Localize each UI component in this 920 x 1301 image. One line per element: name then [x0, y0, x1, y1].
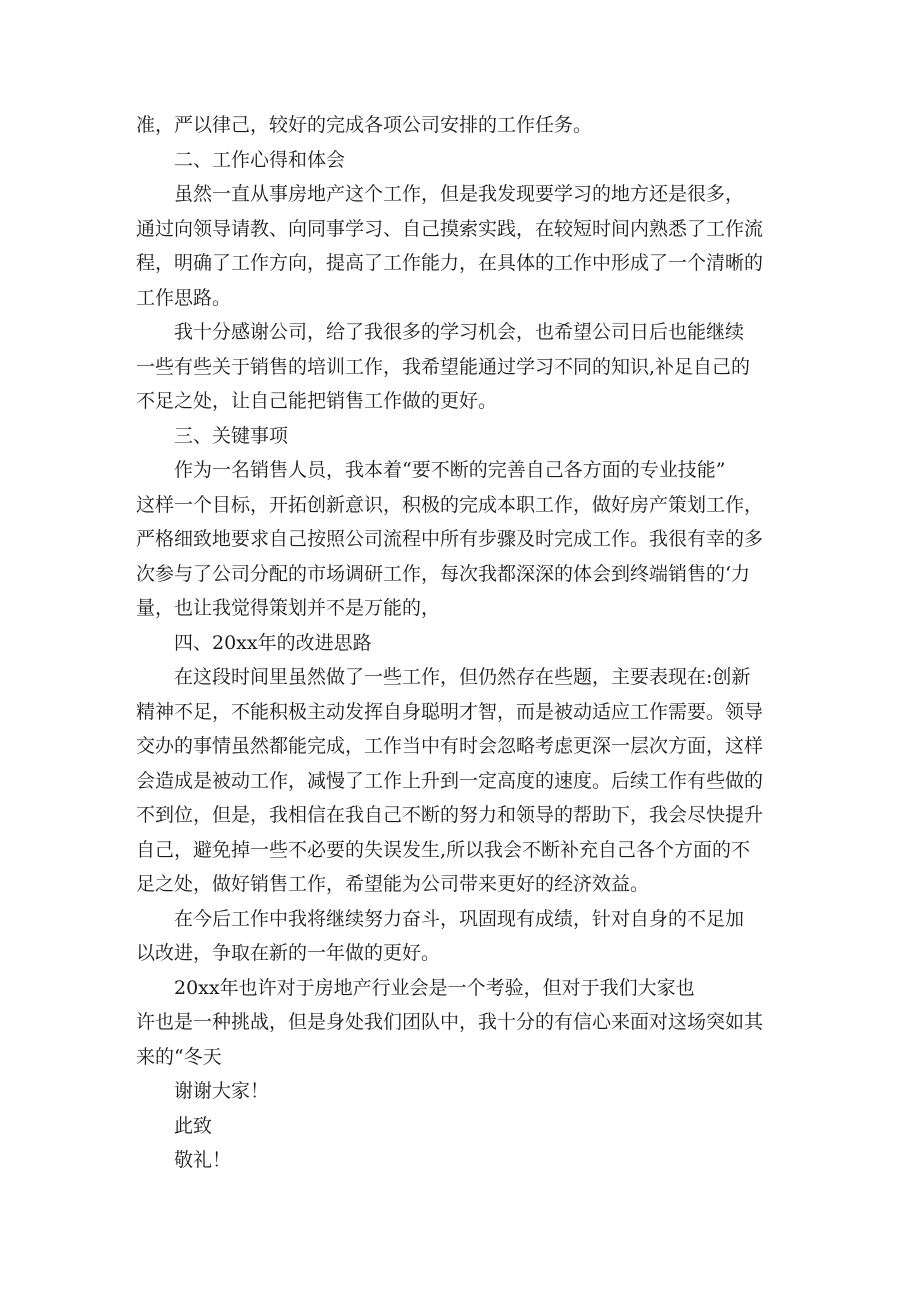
body-line: 许也是一种挑战，但是身处我们团队中，我十分的有信心来面对这场突如其 — [136, 1011, 764, 1033]
body-line: 足之处，做好销售工作，希望能为公司带来更好的经济效益。 — [136, 873, 650, 895]
body-line: 在这段时间里虽然做了一些工作，但仍然存在些题，主要表现在:创新 — [174, 666, 751, 688]
body-line: 不足之处，让自己能把销售工作做的更好。 — [136, 390, 498, 412]
body-line: 严格细致地要求自己按照公司流程中所有步骤及时完成工作。我很有幸的多 — [136, 528, 764, 550]
body-line: 精神不足，不能积极主动发挥自身聪明才智，而是被动适应工作需要。领导 — [136, 700, 764, 723]
body-line: 我十分感谢公司，给了我很多的学习机会，也希望公司日后也能继续 — [174, 321, 745, 343]
body-line: 这样一个目标，开拓创新意识，积极的完成本职工作，做好房产策划工作， — [136, 493, 764, 516]
closing-thanks: 谢谢大家！ — [174, 1080, 270, 1102]
body-line: 作为一名销售人员，我本着“要不断的完善自己各方面的专业技能” — [174, 459, 726, 481]
body-line: 准，严以律己，较好的完成各项公司安排的工作任务。 — [136, 114, 593, 136]
body-line: 自己，避免掉一些不必要的失误发生,所以我会不断补充自己各个方面的不 — [136, 838, 751, 861]
body-line: 次参与了公司分配的市场调研工作，每次我都深深的体会到终端销售的‘力 — [136, 562, 751, 585]
body-line: 20xx年也许对于房地产行业会是一个考验，但对于我们大家也 — [174, 976, 695, 999]
body-line: 交办的事情虽然都能完成，工作当中有时会忽略考虑更深一层次方面，这样 — [136, 735, 764, 757]
closing-regards: 敬礼！ — [174, 1149, 232, 1171]
closing-salutation: 此致 — [174, 1114, 213, 1137]
body-line: 在今后工作中我将继续努力奋斗，巩固现有成绩，针对自身的不足加 — [174, 907, 745, 930]
body-line: 通过向领导请教、向同事学习、自己摸索实践，在较短时间内熟悉了工作流 — [136, 217, 764, 240]
body-line: 不到位，但是，我相信在我自己不断的努力和领导的帮助下，我会尽快提升 — [136, 804, 764, 826]
body-line: 程，明确了工作方向，提高了工作能力，在具体的工作中形成了一个清晰的 — [136, 252, 764, 274]
body-line: 一些有些关于销售的培训工作，我希望能通过学习不同的知识,补足自己的 — [136, 355, 751, 378]
body-line: 虽然一直从事房地产这个工作，但是我发现要学习的地方还是很多， — [174, 183, 745, 205]
section-heading-4: 四、20xx年的改进思路 — [174, 631, 372, 654]
section-heading-2: 二、工作心得和体会 — [174, 148, 346, 171]
body-line: 来的“冬天 — [136, 1045, 222, 1068]
body-line: 量，也让我觉得策划并不是万能的， — [136, 597, 441, 619]
body-line: 工作思路。 — [136, 286, 232, 309]
body-line: 以改进，争取在新的一年做的更好。 — [136, 942, 441, 964]
body-line: 会造成是被动工作，减慢了工作上升到一定高度的速度。后续工作有些做的 — [136, 769, 764, 792]
section-heading-3: 三、关键事项 — [174, 424, 289, 447]
document-body — [136, 108, 796, 1178]
